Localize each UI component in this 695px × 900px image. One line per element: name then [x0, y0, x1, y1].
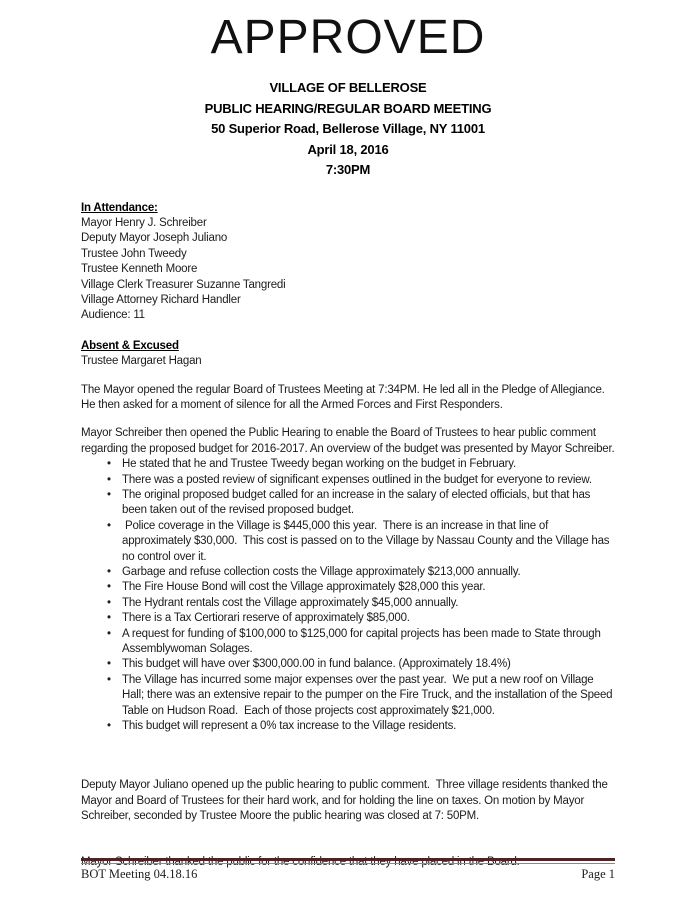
org-name: VILLAGE OF BELLEROSE	[269, 80, 427, 95]
paragraph-meeting-opening: The Mayor opened the regular Board of Trustees Meeting at 7:34PM. He led all in the Pledge of Allegiance. He then asked for a moment of silence for all the Armed Forces and First Responders.	[81, 383, 608, 411]
budget-overview-list	[81, 457, 615, 734]
audience-count: Audience: 11	[81, 309, 145, 322]
budget-bullet: • This budget will represent a 0% tax increase to the Village residents.	[122, 719, 615, 734]
budget-bullet: • There was a posted review of significant expenses outlined in the budget for everyone to review.	[122, 473, 615, 488]
attendee-row: Trustee Kenneth Moore	[81, 263, 198, 276]
attendee-row: Deputy Mayor Joseph Juliano	[81, 232, 228, 245]
budget-bullet: • The original proposed budget called for an increase in the salary of elected officials, but that has been taken out of the revised proposed budget.	[122, 488, 615, 519]
footer-rule	[81, 858, 615, 864]
page-footer	[81, 858, 615, 882]
attendee-row: Village Attorney Richard Handler	[81, 293, 241, 306]
attendee-row: Trustee John Tweedy	[81, 247, 187, 260]
meeting-address: 50 Superior Road, Bellerose Village, NY 11001	[211, 121, 485, 136]
paragraph-public-hearing-intro: Mayor Schreiber then opened the Public Hearing to enable the Board of Trustees to hear public comment regarding the proposed budget for 2016-2017. An overview of the budget was presented by Mayor Schreiber.	[81, 427, 615, 455]
attendee-row: Village Clerk Treasurer Suzanne Tangredi	[81, 278, 286, 291]
meeting-time: 7:30PM	[325, 162, 371, 177]
budget-bullet: • The Hydrant rentals cost the Village approximately $45,000 annually.	[122, 596, 615, 611]
footer-page-number: Page 1	[581, 867, 615, 881]
budget-bullet: • He stated that he and Trustee Tweedy began working on the budget in February.	[122, 457, 615, 472]
closing-line-2: Mayor Schreiber thanked the public for the confidence that they have placed in the Board.	[81, 856, 520, 869]
approval-stamp: APPROVED	[210, 11, 486, 64]
budget-bullet: • A request for funding of $100,000 to $125,000 for capital projects has been made to State through Assemblywoman Solages.	[122, 627, 615, 658]
footer-meeting-label: BOT Meeting 04.18.16	[81, 867, 198, 881]
absent-heading: Absent & Excused	[81, 339, 179, 352]
absent-section	[81, 339, 615, 370]
meeting-type: PUBLIC HEARING/REGULAR BOARD MEETING	[204, 100, 492, 116]
budget-bullet: • Garbage and refuse collection costs the Village approximately $213,000 annually.	[122, 565, 615, 580]
budget-bullet: • This budget will have over $300,000.00 in fund balance. (Approximately 18.4%)	[122, 657, 615, 672]
attendance-section	[81, 201, 615, 324]
budget-bullet: • Police coverage in the Village is $445,000 this year. There is an increase in that line of approximately $30,000. This cost is passed on to the Village by Nassau County and the Village has no control over it.	[122, 519, 615, 565]
budget-bullet: • The Village has incurred some major expenses over the past year. We put a new roof on Village Hall; there was an extensive repair to the pumper on the Fire Truck, and the installation of the Speed Table on Hudson Road. Each of those projects cost approximately $21,000.	[122, 673, 615, 719]
absent-row: Trustee Margaret Hagan	[81, 355, 202, 368]
attendee-row: Mayor Henry J. Schreiber	[81, 216, 207, 229]
closing-line-1: Deputy Mayor Juliano opened up the public hearing to public comment. Three village residents thanked the Mayor and Board of Trustees for their hard work, and for holding the line on taxes. On motion by Mayor Schreiber, seconded by Trustee Moore the public hearing was closed at 7: 50PM.	[81, 779, 611, 823]
budget-bullet: • There is a Tax Certiorari reserve of approximately $85,000.	[122, 611, 615, 626]
meeting-date: April 18, 2016	[307, 141, 389, 157]
attendance-heading: In Attendance:	[81, 201, 158, 214]
document-header	[81, 78, 615, 181]
budget-bullet: • The Fire House Bond will cost the Village approximately $28,000 this year.	[122, 580, 615, 595]
